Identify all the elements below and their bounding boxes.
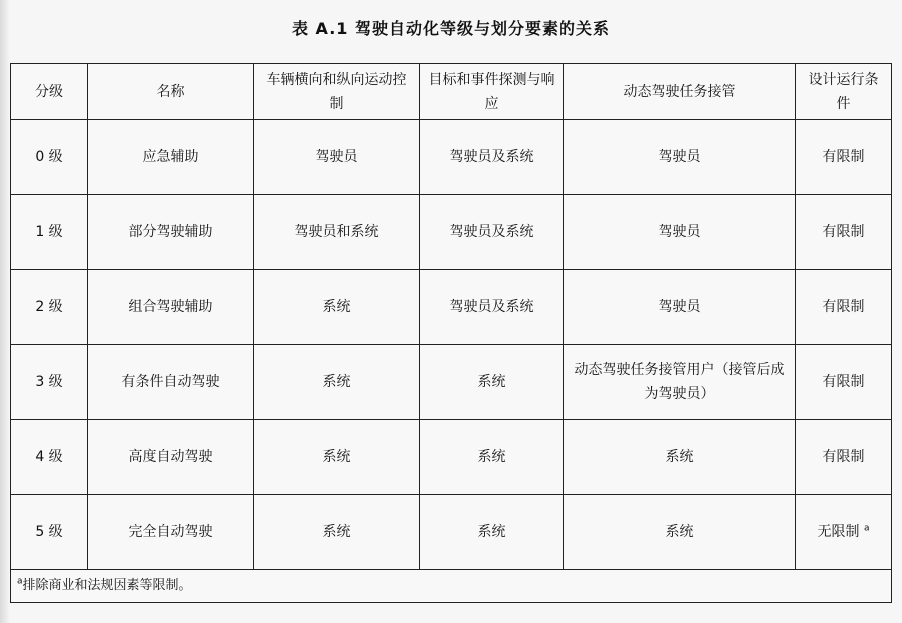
cell-fallback: 驾驶员 <box>564 120 796 195</box>
cell-odd-text: 无限制 <box>817 524 860 540</box>
header-ddt-fallback: 动态驾驶任务接管 <box>564 64 796 120</box>
cell-oedr: 驾驶员及系统 <box>420 195 564 270</box>
cell-fallback: 系统 <box>564 420 796 495</box>
table-header-row <box>11 64 892 120</box>
cell-level: 1 级 <box>11 195 88 270</box>
cell-odd <box>796 420 892 495</box>
table-row <box>11 495 892 570</box>
cell-fallback: 系统 <box>564 495 796 570</box>
cell-name: 完全自动驾驶 <box>88 495 254 570</box>
cell-name: 组合驾驶辅助 <box>88 270 254 345</box>
cell-name: 有条件自动驾驶 <box>88 345 254 420</box>
footnote-row <box>11 570 892 603</box>
cell-level: 0 级 <box>11 120 88 195</box>
page-edge-shadow <box>0 0 10 623</box>
header-odd: 设计运行条件 <box>796 64 892 120</box>
cell-fallback: 驾驶员 <box>564 270 796 345</box>
cell-odd <box>796 345 892 420</box>
cell-oedr: 系统 <box>420 345 564 420</box>
header-motion-control: 车辆横向和纵向运动控制 <box>254 64 420 120</box>
cell-oedr: 驾驶员及系统 <box>420 120 564 195</box>
header-level: 分级 <box>11 64 88 120</box>
cell-level: 3 级 <box>11 345 88 420</box>
cell-motion: 系统 <box>254 495 420 570</box>
cell-odd-text: 有限制 <box>822 299 865 315</box>
header-name: 名称 <box>88 64 254 120</box>
header-oedr: 目标和事件探测与响应 <box>420 64 564 120</box>
footnote-mark: a <box>17 576 23 587</box>
table-row <box>11 345 892 420</box>
cell-oedr: 系统 <box>420 420 564 495</box>
table-row <box>11 270 892 345</box>
cell-odd-text: 有限制 <box>822 224 865 240</box>
cell-odd-text: 有限制 <box>822 449 865 465</box>
cell-oedr: 驾驶员及系统 <box>420 270 564 345</box>
cell-level: 5 级 <box>11 495 88 570</box>
cell-fallback: 驾驶员 <box>564 195 796 270</box>
cell-odd <box>796 120 892 195</box>
cell-oedr: 系统 <box>420 495 564 570</box>
cell-motion: 系统 <box>254 420 420 495</box>
cell-motion: 系统 <box>254 345 420 420</box>
cell-motion: 系统 <box>254 270 420 345</box>
cell-odd <box>796 195 892 270</box>
table-row <box>11 420 892 495</box>
cell-name: 应急辅助 <box>88 120 254 195</box>
cell-motion: 驾驶员和系统 <box>254 195 420 270</box>
cell-odd <box>796 495 892 570</box>
automation-levels-table <box>10 63 892 603</box>
cell-odd-text: 有限制 <box>822 374 865 390</box>
cell-fallback: 动态驾驶任务接管用户（接管后成为驾驶员） <box>564 345 796 420</box>
table-row <box>11 195 892 270</box>
footnote-mark: a <box>863 523 870 534</box>
table-row <box>11 120 892 195</box>
cell-level: 4 级 <box>11 420 88 495</box>
cell-motion: 驾驶员 <box>254 120 420 195</box>
cell-name: 部分驾驶辅助 <box>88 195 254 270</box>
footnote-text: 排除商业和法规因素等限制。 <box>22 578 192 593</box>
footnote-cell <box>11 570 892 603</box>
cell-odd-text: 有限制 <box>822 149 865 165</box>
cell-level: 2 级 <box>11 270 88 345</box>
cell-odd <box>796 270 892 345</box>
table-title: 表 A.1 驾驶自动化等级与划分要素的关系 <box>291 19 611 38</box>
cell-name: 高度自动驾驶 <box>88 420 254 495</box>
